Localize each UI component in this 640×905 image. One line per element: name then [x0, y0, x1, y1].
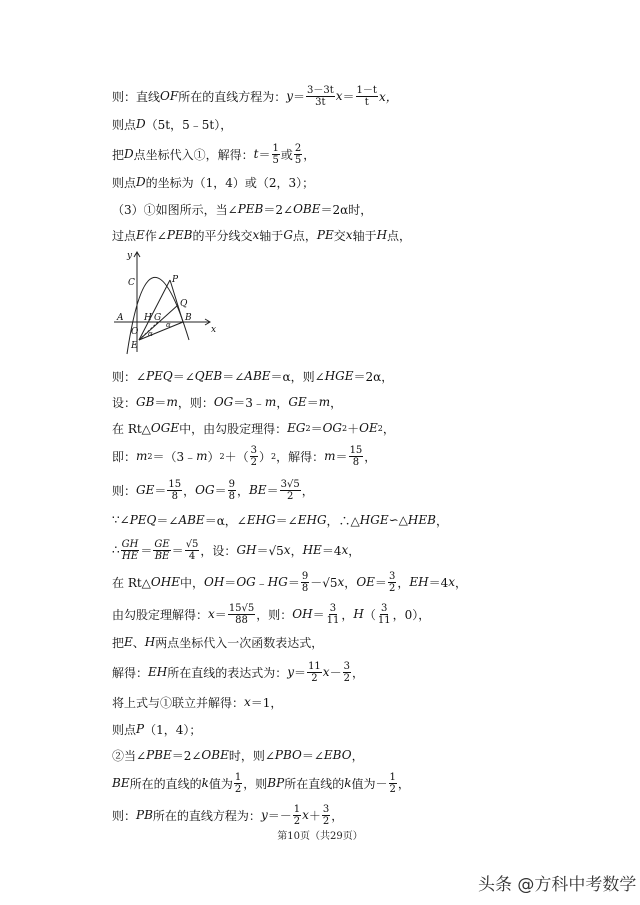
- text-line-18: 将上式与①联立并解得： x ＝1，: [112, 695, 283, 710]
- fraction: $\frac{3}{2}$: [343, 660, 350, 684]
- text-line-11: 则： GE ＝ $\frac{15}{8}$ ， OG ＝ $\frac{9}{8}$ ， BE ＝ $\frac{3√5}{2}$ ，: [112, 478, 314, 502]
- segment-ep: [139, 280, 170, 340]
- text-line-8: 设： GB ＝ m ，则： OG ＝3﹣ m ， GE ＝ m ，: [112, 395, 343, 410]
- fraction: $\frac{11}{2}$: [308, 660, 321, 684]
- fraction: $\frac{9}{8}$: [228, 478, 235, 502]
- text-line-17: 解得： EH 所在直线的表达式为： y ＝ $\frac{11}{2}$ x － $\frac{3}{2}$ ，: [112, 660, 364, 684]
- watermark: 头条 @方科中考数学: [478, 875, 637, 895]
- fraction: $\frac{√5}{4}$: [185, 538, 199, 562]
- label-o: O: [131, 327, 139, 337]
- label-c: C: [128, 278, 135, 288]
- fraction: $\frac{1}{5}$: [272, 142, 279, 166]
- text-line-16: 把 E 、 H 两点坐标代入一次函数表达式，: [112, 635, 324, 650]
- fraction: $\frac{1-t}{t}$: [356, 84, 377, 108]
- fraction: $\frac{15}{8}$: [349, 444, 363, 468]
- label-x: x: [211, 325, 217, 335]
- page-footer: 第10页（共29页）: [277, 831, 363, 842]
- label-alpha-1: α: [166, 321, 171, 329]
- text-line-19: 则点 P （1，4）；: [112, 722, 202, 737]
- label-p: P: [172, 275, 179, 285]
- fraction: $\frac{15}{8}$: [168, 478, 182, 502]
- fraction: $\frac{GH}{HE}$: [121, 538, 139, 562]
- label-alpha-2: α: [148, 330, 153, 338]
- text-line-22: 则： PB 所在的直线方程为： y ＝－ $\frac{1}{2}$ x ＋ $\frac{3}{2}$ ，: [112, 803, 344, 827]
- text-line-20: ②当∠ PBE ＝2∠ OBE 时，则∠ PBO ＝∠ EBO ，: [112, 748, 364, 763]
- fraction: $\frac{GE}{BE}$: [154, 538, 170, 562]
- fraction: $\frac{3-3t}{3t}$: [307, 84, 334, 108]
- text-line-14: 在 Rt△ OHE 中， OH ＝ OG ﹣ HG ＝ $\frac{9}{8}$ －√5 x ， OE ＝ $\frac{3}{2}$ ， EH ＝4 x ，: [112, 570, 467, 594]
- fraction: $\frac{3}{2}$: [388, 570, 396, 594]
- fraction: $\frac{15√5}{88}$: [228, 602, 255, 626]
- text-line-21: BE 所在的直线的 k 值为 $\frac{1}{2}$ ，则 BP 所在直线的 k 值为－ $\frac{1}{2}$ ，: [112, 771, 410, 795]
- text-line-12: ∵∠ PEQ ＝∠ ABE ＝α，∠ EHG ＝∠ EHG ，∴△ HGE ∽△ HEB ，: [112, 513, 448, 528]
- label-b: B: [185, 313, 192, 323]
- text-line-13: ∴ $\frac{GH}{HE}$ ＝ $\frac{GE}{BE}$ ＝ $\frac{√5}{4}$ ，设： GH ＝√5 x ， HE ＝4 x ，: [112, 538, 361, 562]
- text-line-10: 即： m 2 ＝（3﹣ m ） 2 ＋（ $\frac{3}{2}$ ） 2 ，解得： m ＝ $\frac{15}{8}$ ，: [112, 444, 377, 468]
- label-a: A: [117, 313, 124, 323]
- text-line-7: 则：∠ PEQ ＝∠ QEB ＝∠ ABE ＝α，则∠ HGE ＝2α，: [112, 369, 394, 384]
- text-line-15: 由勾股定理解得： x ＝ $\frac{15√5}{88}$ ，则： OH ＝ $\frac{3}{11}$ ， H （ $\frac{3}{11}$ ，0），: [112, 602, 431, 626]
- label-y: y: [127, 251, 133, 261]
- text-line-6: 过点 E 作∠ PEB 的平分线交 x 轴于 G 点， PE 交 x 轴于 H 点，: [112, 228, 412, 243]
- text-line-4: 则点 D 的坐标为（1，4）或（2，3）；: [112, 175, 315, 190]
- fraction: $\frac{3}{11}$: [326, 602, 340, 626]
- text-line-9: 在 Rt△ OGE 中，由勾股定理得： EG 2 ＝ OG 2 ＋ OE 2 ，: [112, 421, 395, 436]
- fraction: $\frac{3}{11}$: [377, 602, 391, 626]
- fraction: $\frac{1}{2}$: [234, 771, 242, 795]
- geometry-figure: [112, 248, 222, 356]
- fraction: $\frac{1}{2}$: [293, 803, 301, 827]
- fraction: $\frac{3√5}{2}$: [280, 478, 300, 502]
- fraction: $\frac{3}{2}$: [250, 444, 258, 468]
- fraction: $\frac{1}{2}$: [389, 771, 396, 795]
- segment-eb: [139, 322, 183, 340]
- fraction: $\frac{2}{5}$: [294, 142, 302, 166]
- label-g: G: [154, 313, 162, 323]
- fraction: $\frac{9}{8}$: [301, 570, 309, 594]
- label-q: Q: [180, 299, 188, 309]
- text-line-3: 把 D 点坐标代入①，解得： t ＝ $\frac{1}{5}$ 或 $\frac{2}{5}$ ，: [112, 142, 316, 166]
- fraction: $\frac{3}{2}$: [322, 803, 330, 827]
- text-line-2: 则点 D （5t，5﹣5t），: [112, 117, 233, 132]
- label-e: E: [131, 341, 138, 351]
- label-h: H: [144, 313, 152, 323]
- text-line-5: （3）①如图所示，当∠ PEB ＝2∠ OBE ＝2α时，: [112, 202, 373, 217]
- text-line-1: 则：直线 OF 所在的直线方程为： y ＝ $\frac{3-3t}{3t}$ x ＝ $\frac{1-t}{t}$ x，: [112, 84, 398, 108]
